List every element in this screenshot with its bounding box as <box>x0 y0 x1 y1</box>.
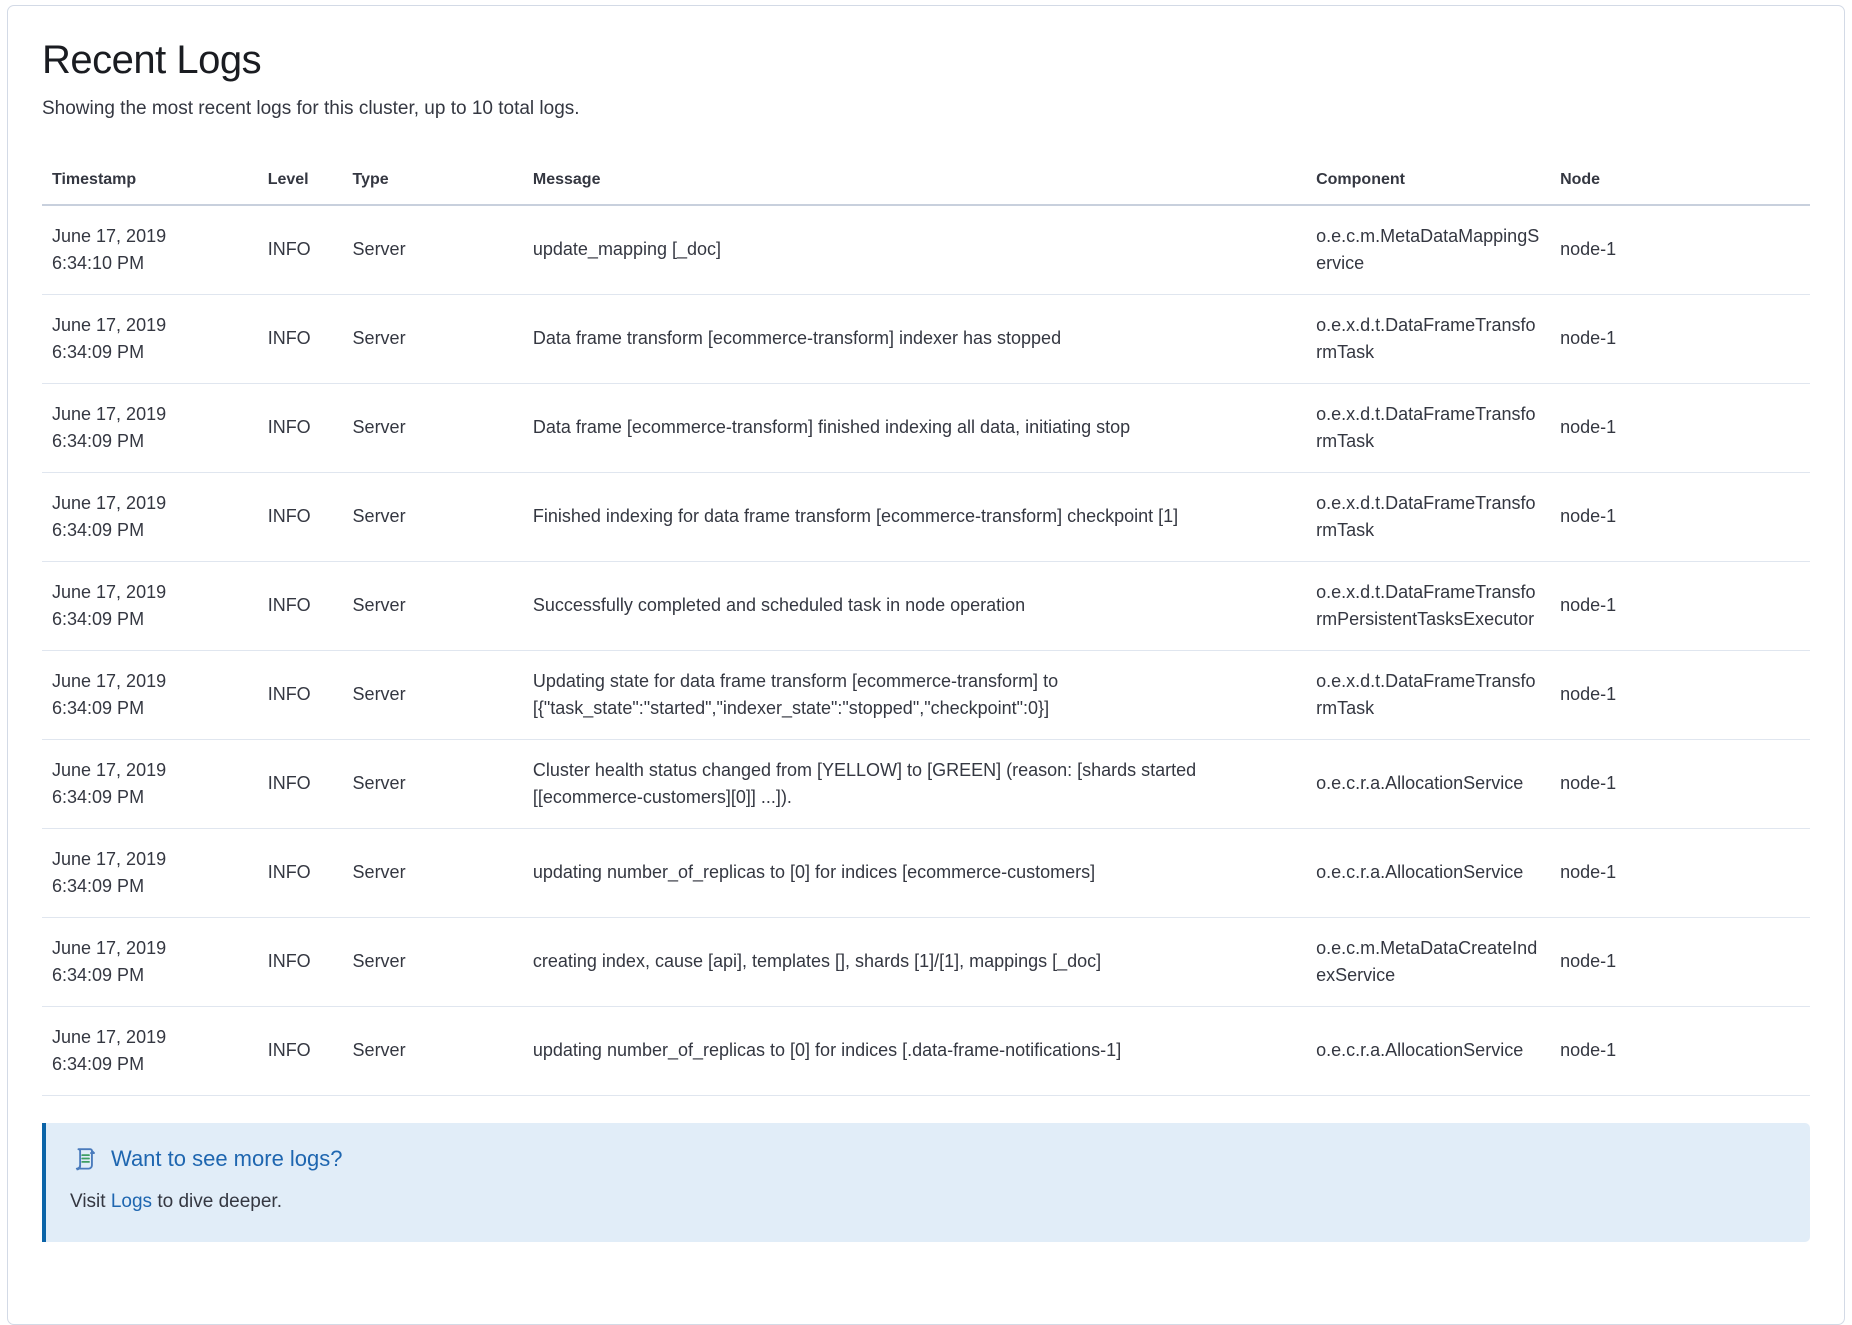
component-cell: o.e.c.r.a.AllocationService <box>1306 739 1550 828</box>
component-cell: o.e.c.m.MetaDataCreateIndexService <box>1306 917 1550 1006</box>
type-cell: Server <box>343 650 523 739</box>
timestamp-time: 6:34:09 PM <box>52 1053 145 1074</box>
table-row <box>42 294 1810 383</box>
level-cell: INFO <box>258 828 343 917</box>
level-cell: INFO <box>258 739 343 828</box>
component-cell: o.e.x.d.t.DataFrameTransformTask <box>1306 650 1550 739</box>
column-header-type: Type <box>343 157 523 205</box>
level-cell: INFO <box>258 472 343 561</box>
callout-body-suffix: to dive deeper. <box>152 1191 282 1213</box>
page-subtitle: Showing the most recent logs for this cluster, up to 10 total logs. <box>42 98 580 119</box>
type-cell: Server <box>343 383 523 472</box>
timestamp-date: June 17, 2019 <box>52 937 167 958</box>
message-cell <box>523 205 1306 295</box>
table-row <box>42 828 1810 917</box>
type-cell: Server <box>343 1006 523 1095</box>
timestamp-time: 6:34:09 PM <box>52 697 145 718</box>
message-cell <box>523 472 1306 561</box>
type-cell: Server <box>343 294 523 383</box>
component-cell: o.e.x.d.t.DataFrameTransformTask <box>1306 472 1550 561</box>
component-cell: o.e.x.d.t.DataFrameTransformTask <box>1306 294 1550 383</box>
component-cell: o.e.x.d.t.DataFrameTransformTask <box>1306 383 1550 472</box>
table-row <box>42 205 1810 295</box>
timestamp-cell <box>42 472 258 561</box>
log-table-body <box>42 205 1810 1096</box>
timestamp-date: June 17, 2019 <box>52 225 167 246</box>
message-cell <box>523 739 1306 828</box>
timestamp-date: June 17, 2019 <box>52 1026 167 1047</box>
type-cell: Server <box>343 828 523 917</box>
table-row <box>42 917 1810 1006</box>
table-row <box>42 1006 1810 1095</box>
logs-table <box>42 157 1810 1096</box>
timestamp-date: June 17, 2019 <box>52 314 167 335</box>
timestamp-time: 6:34:09 PM <box>52 608 145 629</box>
column-header-node: Node <box>1550 157 1810 205</box>
component-cell: o.e.c.r.a.AllocationService <box>1306 828 1550 917</box>
timestamp-cell <box>42 739 258 828</box>
level-cell: INFO <box>258 294 343 383</box>
message-text: creating index, cause [api], templates [], shards [1]/[1], mappings [_doc] <box>532 951 1102 972</box>
timestamp-time: 6:34:09 PM <box>52 875 145 896</box>
component-cell: o.e.x.d.t.DataFrameTransformPersistentTasksExecutor <box>1306 561 1550 650</box>
message-text: update_mapping [_doc] <box>532 239 722 260</box>
message-cell <box>523 561 1306 650</box>
message-cell <box>523 650 1306 739</box>
type-cell: Server <box>343 561 523 650</box>
timestamp-time: 6:34:09 PM <box>52 519 145 540</box>
type-cell: Server <box>343 739 523 828</box>
message-cell <box>523 294 1306 383</box>
table-row <box>42 739 1810 828</box>
table-row <box>42 472 1810 561</box>
node-cell: node-1 <box>1550 205 1810 295</box>
logs-icon <box>70 1145 97 1172</box>
page-title: Recent Logs <box>42 38 262 82</box>
column-header-timestamp: Timestamp <box>42 157 258 205</box>
node-cell: node-1 <box>1550 383 1810 472</box>
timestamp-time: 6:34:09 PM <box>52 964 145 985</box>
logs-callout <box>42 1123 1810 1242</box>
table-row <box>42 561 1810 650</box>
table-row <box>42 650 1810 739</box>
message-text: Successfully completed and scheduled task in node operation <box>532 595 1026 616</box>
timestamp-cell <box>42 561 258 650</box>
component-cell: o.e.c.r.a.AllocationService <box>1306 1006 1550 1095</box>
callout-header <box>70 1145 1784 1174</box>
timestamp-cell <box>42 828 258 917</box>
level-cell: INFO <box>258 205 343 295</box>
message-text: Finished indexing for data frame transform [ecommerce-transform] checkpoint [1] <box>532 506 1179 527</box>
message-cell <box>523 1006 1306 1095</box>
node-cell: node-1 <box>1550 294 1810 383</box>
callout-body-prefix: Visit <box>70 1191 111 1213</box>
column-header-level: Level <box>258 157 343 205</box>
node-cell: node-1 <box>1550 650 1810 739</box>
node-cell: node-1 <box>1550 828 1810 917</box>
type-cell: Server <box>343 205 523 295</box>
timestamp-date: June 17, 2019 <box>52 759 167 780</box>
logs-link[interactable]: Logs <box>110 1191 153 1213</box>
callout-title: Want to see more logs? <box>111 1145 343 1171</box>
node-cell: node-1 <box>1550 561 1810 650</box>
table-row <box>42 383 1810 472</box>
component-cell: o.e.c.m.MetaDataMappingService <box>1306 205 1550 295</box>
timestamp-time: 6:34:09 PM <box>52 786 145 807</box>
level-cell: INFO <box>258 917 343 1006</box>
timestamp-cell <box>42 650 258 739</box>
node-cell: node-1 <box>1550 739 1810 828</box>
message-text: Data frame transform [ecommerce-transform] indexer has stopped <box>532 328 1062 349</box>
callout-body <box>70 1189 1784 1216</box>
timestamp-date: June 17, 2019 <box>52 581 167 602</box>
message-text: Cluster health status changed from [YELLOW] to [GREEN] (reason: [shards started [[ecommerce-customers][0]] ...]). <box>532 759 1197 807</box>
timestamp-time: 6:34:10 PM <box>52 252 145 273</box>
level-cell: INFO <box>258 650 343 739</box>
timestamp-cell <box>42 205 258 295</box>
timestamp-date: June 17, 2019 <box>52 670 167 691</box>
level-cell: INFO <box>258 1006 343 1095</box>
timestamp-cell <box>42 917 258 1006</box>
message-text: updating number_of_replicas to [0] for indices [ecommerce-customers] <box>532 862 1096 883</box>
timestamp-time: 6:34:09 PM <box>52 430 145 451</box>
node-cell: node-1 <box>1550 1006 1810 1095</box>
message-text: updating number_of_replicas to [0] for indices [.data-frame-notifications-1] <box>532 1040 1122 1061</box>
type-cell: Server <box>343 472 523 561</box>
message-cell <box>523 917 1306 1006</box>
type-cell: Server <box>343 917 523 1006</box>
recent-logs-panel <box>7 5 1845 1325</box>
timestamp-cell <box>42 294 258 383</box>
message-cell <box>523 828 1306 917</box>
message-text: Updating state for data frame transform [ecommerce-transform] to [{"task_state":"started","indexer_state":"stopped","checkpoint":0}] <box>532 670 1059 718</box>
node-cell: node-1 <box>1550 472 1810 561</box>
node-cell: node-1 <box>1550 917 1810 1006</box>
timestamp-time: 6:34:09 PM <box>52 341 145 362</box>
column-header-component: Component <box>1306 157 1550 205</box>
column-header-message: Message <box>523 157 1306 205</box>
message-cell <box>523 383 1306 472</box>
logs-table-header <box>42 157 1810 205</box>
timestamp-cell <box>42 383 258 472</box>
timestamp-date: June 17, 2019 <box>52 492 167 513</box>
timestamp-date: June 17, 2019 <box>52 403 167 424</box>
level-cell: INFO <box>258 383 343 472</box>
timestamp-cell <box>42 1006 258 1095</box>
timestamp-date: June 17, 2019 <box>52 848 167 869</box>
message-text: Data frame [ecommerce-transform] finished indexing all data, initiating stop <box>532 417 1131 438</box>
level-cell: INFO <box>258 561 343 650</box>
